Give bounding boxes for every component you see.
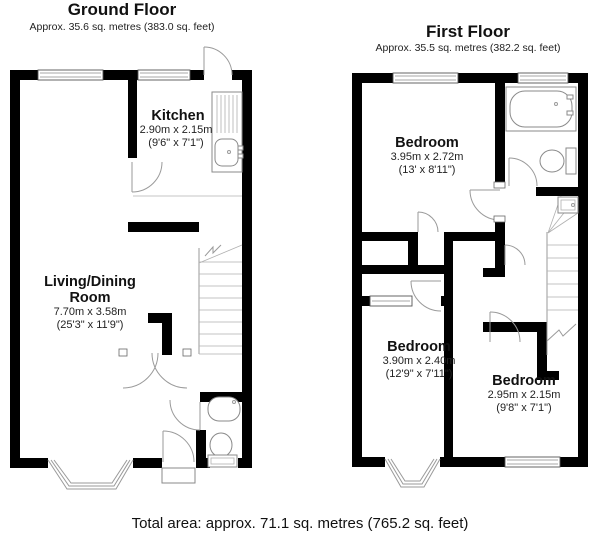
living-room-dims-ft: (25'3" x 11'9")	[56, 319, 124, 331]
toilet-cistern	[566, 148, 576, 174]
living-room-label: Living/Dining	[44, 274, 136, 290]
bedroom2-top-wall	[362, 296, 370, 306]
closet-wall	[362, 232, 408, 241]
bedroom1-bathroom-wall	[495, 83, 505, 187]
wall-segment	[10, 458, 48, 468]
tap	[567, 95, 573, 99]
door-arc	[505, 245, 525, 265]
ground-floor-area: Approx. 35.6 sq. metres (383.0 sq. feet)	[29, 21, 215, 33]
sink-basin	[215, 139, 238, 166]
door-jamb	[494, 216, 505, 222]
window	[518, 73, 568, 83]
wall-segment	[128, 222, 199, 232]
bedroom3-top-wall	[483, 322, 537, 332]
kitchen-dims-m: 2.90m x 2.15m	[139, 124, 213, 136]
bay-window-frame	[391, 459, 434, 481]
landing-wall	[446, 232, 495, 241]
front-door-step	[162, 468, 195, 483]
door-arc	[132, 162, 162, 192]
door-arc	[170, 400, 200, 430]
toilet	[540, 150, 564, 172]
wall-segment	[578, 73, 588, 467]
stair-break-line	[547, 324, 576, 341]
bedroom3-label: Bedroom	[492, 373, 556, 389]
closet-wall	[408, 232, 418, 265]
door-arc	[418, 212, 438, 232]
bedroom2-dims-m: 3.90m x 2.40m	[382, 355, 456, 367]
ground-floor-title: Ground Floor	[67, 0, 177, 19]
bathtub-inner	[510, 91, 572, 127]
bedroom1-dims-m: 3.95m x 2.72m	[390, 151, 464, 163]
wall-segment	[495, 222, 505, 272]
kitchen-dims-ft: (9'6" x 7'1")	[148, 137, 204, 149]
bedroom1-bottom-wall	[362, 265, 446, 274]
bathroom-wall	[536, 187, 578, 196]
window	[393, 73, 458, 83]
living-room-dims-m: 7.70m x 3.58m	[53, 306, 127, 318]
wall-segment	[103, 70, 138, 80]
kitchen-sink	[212, 92, 243, 172]
door-arc	[204, 47, 232, 75]
wall-segment	[352, 73, 362, 467]
wc-fixtures	[208, 397, 240, 467]
living-room-label-2: Room	[69, 290, 111, 306]
bedroom1-label: Bedroom	[395, 135, 459, 151]
wall-segment	[483, 268, 505, 277]
wall-segment	[440, 457, 505, 467]
wall-segment	[560, 457, 588, 467]
stair-treads	[199, 262, 242, 354]
wc-wall	[196, 430, 206, 458]
tap	[567, 111, 573, 115]
door-arc	[470, 190, 500, 220]
total-area-text: Total area: approx. 71.1 sq. metres (765.2 sq. feet)	[131, 515, 469, 532]
ff-doors	[411, 158, 537, 342]
toilet-cistern	[208, 455, 237, 467]
stair-treads	[547, 245, 578, 310]
door-jamb	[183, 349, 191, 356]
window	[505, 457, 560, 467]
wall-segment	[458, 73, 518, 83]
hall-wall-stub	[162, 313, 172, 355]
tap	[238, 154, 243, 158]
bedroom2-label: Bedroom	[387, 339, 451, 355]
door-arc	[163, 431, 194, 462]
toilet	[210, 433, 232, 457]
stairs-wall	[537, 322, 547, 380]
bedroom3-dims-m: 2.95m x 2.15m	[487, 389, 561, 401]
first-floor-area: Approx. 35.5 sq. metres (382.2 sq. feet)	[375, 42, 561, 54]
bay-window	[385, 459, 440, 487]
wall-segment	[352, 457, 385, 467]
wall-segment	[133, 458, 162, 468]
stair-direction-arrow	[205, 245, 221, 256]
bedroom1-dims-ft: (13' x 8'11")	[398, 164, 456, 176]
door-jamb	[494, 182, 505, 188]
bedroom2-dims-ft: (12'9" x 7'11")	[385, 368, 453, 380]
staircase	[133, 196, 242, 354]
door-jamb	[119, 349, 127, 356]
staircase	[547, 196, 578, 355]
wall-segment	[242, 70, 252, 468]
wall-segment	[190, 70, 204, 80]
stair-diagonal	[199, 245, 242, 263]
first-floor-title: First Floor	[425, 22, 511, 41]
tap	[238, 146, 243, 150]
wall-segment	[238, 458, 252, 468]
window	[138, 70, 190, 80]
wall-segment	[10, 70, 20, 468]
kitchen-divider-wall	[128, 80, 137, 158]
ff-walls	[352, 73, 588, 467]
door-arc	[509, 158, 537, 186]
first-floor-plan	[352, 73, 588, 487]
door-arc	[411, 281, 441, 311]
window	[38, 70, 103, 80]
kitchen-label: Kitchen	[151, 108, 205, 124]
bedroom3-dims-ft: (9'8" x 7'1")	[496, 402, 552, 414]
ground-floor-plan	[10, 47, 252, 489]
bay-window-frame	[388, 459, 437, 484]
bay-window	[48, 460, 133, 489]
